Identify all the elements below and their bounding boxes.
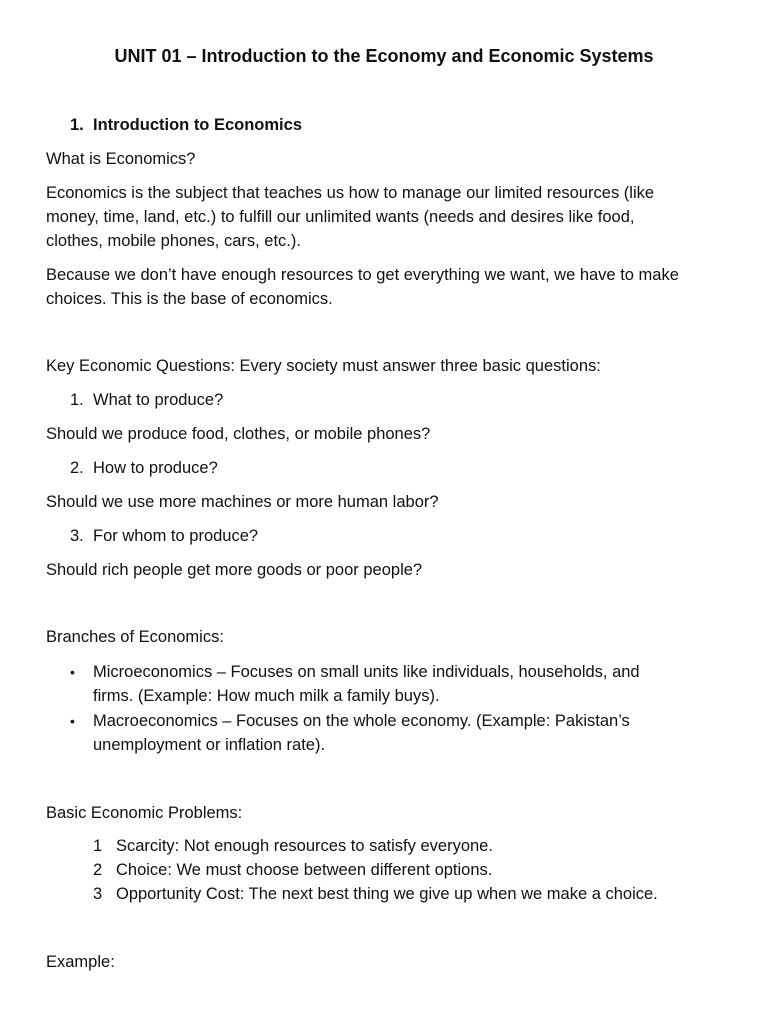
text-line: Because we don’t have enough resources to get everything we want, we have to make bbox=[46, 266, 679, 284]
question-number: 1. bbox=[70, 391, 84, 409]
question-text: What to produce? bbox=[93, 391, 224, 409]
question-detail: Should we use more machines or more human labor? bbox=[46, 493, 439, 511]
because-paragraph bbox=[46, 263, 716, 311]
question-number: 3. bbox=[70, 527, 84, 545]
section-number: 1. bbox=[70, 116, 84, 134]
bullet-marker: • bbox=[70, 713, 75, 729]
key-questions-intro: Key Economic Questions: Every society must answer three basic questions: bbox=[46, 357, 601, 375]
branch-item-micro bbox=[93, 660, 713, 708]
text-line: unemployment or inflation rate). bbox=[93, 736, 326, 754]
example-label: Example: bbox=[46, 953, 115, 971]
question-detail: Should rich people get more goods or poor people? bbox=[46, 561, 423, 579]
problem-number: 2 bbox=[93, 861, 103, 879]
text-line: Economics is the subject that teaches us how to manage our limited resources (like bbox=[46, 184, 655, 202]
what-is-question: What is Economics? bbox=[46, 150, 196, 168]
problem-text: Scarcity: Not enough resources to satisfy everyone. bbox=[116, 837, 493, 855]
definition-paragraph bbox=[46, 181, 716, 253]
text-line: clothes, mobile phones, cars, etc.). bbox=[46, 232, 301, 250]
question-number: 2. bbox=[70, 459, 84, 477]
text-line: money, time, land, etc.) to fulfill our unlimited wants (needs and desires like food, bbox=[46, 208, 635, 226]
branch-item-macro bbox=[93, 709, 713, 757]
problem-number: 3 bbox=[93, 885, 103, 903]
problems-heading: Basic Economic Problems: bbox=[46, 804, 243, 822]
problem-number: 1 bbox=[93, 837, 103, 855]
text-line: Microeconomics – Focuses on small units like individuals, households, and bbox=[93, 663, 640, 681]
section-heading: Introduction to Economics bbox=[93, 116, 302, 134]
problem-text: Choice: We must choose between different options. bbox=[116, 861, 493, 879]
question-text: For whom to produce? bbox=[93, 527, 259, 545]
text-line: choices. This is the base of economics. bbox=[46, 290, 333, 308]
question-detail: Should we produce food, clothes, or mobile phones? bbox=[46, 425, 431, 443]
bullet-marker: • bbox=[70, 664, 75, 680]
question-text: How to produce? bbox=[93, 459, 218, 477]
text-line: firms. (Example: How much milk a family buys). bbox=[93, 687, 440, 705]
document-title: UNIT 01 – Introduction to the Economy and Economic Systems bbox=[114, 46, 654, 66]
branches-heading: Branches of Economics: bbox=[46, 628, 224, 646]
problem-text: Opportunity Cost: The next best thing we give up when we make a choice. bbox=[116, 885, 658, 903]
text-line: Macroeconomics – Focuses on the whole economy. (Example: Pakistan’s bbox=[93, 712, 630, 730]
